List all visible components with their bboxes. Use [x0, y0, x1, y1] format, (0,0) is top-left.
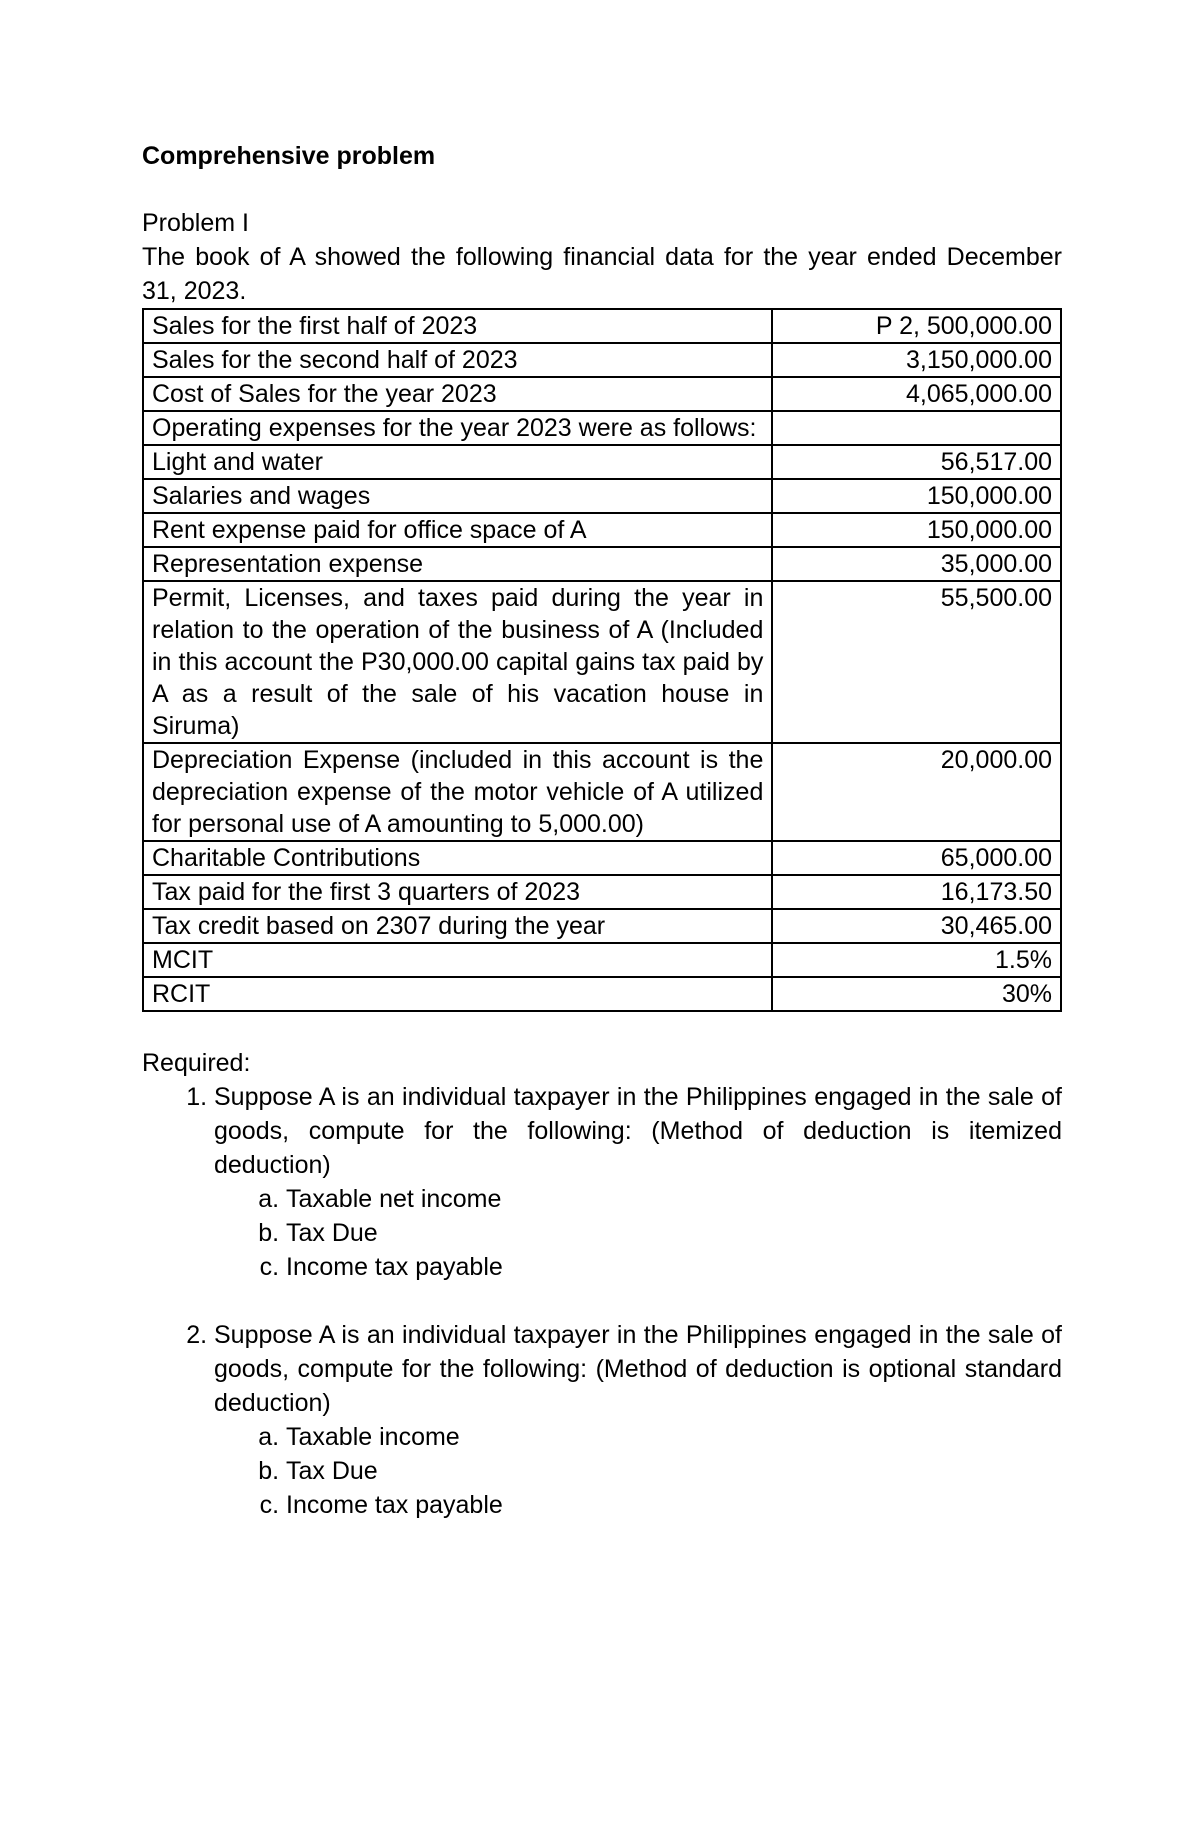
row-amount: 150,000.00 [772, 479, 1061, 513]
table-row [143, 377, 1061, 411]
table-row [143, 581, 1061, 743]
row-amount: 30% [772, 977, 1061, 1011]
row-amount: 4,065,000.00 [772, 377, 1061, 411]
table-row [143, 479, 1061, 513]
requirement-text: Suppose A is an individual taxpayer in the Philippines engaged in the sale of goods, compute for the following: (Method of deduction is itemized deduction) [214, 1083, 1062, 1179]
sub-requirement-item: c. Income tax payable [286, 1250, 1062, 1284]
requirement-item [214, 1080, 1062, 1284]
document-title: Comprehensive problem [142, 142, 436, 170]
problem-intro: The book of A showed the following financial data for the year ended December 31, 2023. [142, 243, 1062, 305]
sub-requirement-item: a. Taxable income [286, 1420, 1062, 1454]
row-description: Light and water [143, 445, 772, 479]
table-row [143, 445, 1061, 479]
row-amount: 30,465.00 [772, 909, 1061, 943]
sub-requirement-item: a. Taxable net income [286, 1182, 1062, 1216]
row-description: Tax paid for the first 3 quarters of 2023 [143, 875, 772, 909]
row-description: Rent expense paid for office space of A [143, 513, 772, 547]
row-amount [772, 411, 1061, 445]
required-label: Required: [142, 1049, 251, 1077]
table-row [143, 909, 1061, 943]
table-row [143, 343, 1061, 377]
requirement-item [214, 1318, 1062, 1522]
row-amount: 16,173.50 [772, 875, 1061, 909]
row-description: Salaries and wages [143, 479, 772, 513]
sub-requirements-list [214, 1182, 1062, 1284]
row-description: Cost of Sales for the year 2023 [143, 377, 772, 411]
row-description: Representation expense [143, 547, 772, 581]
row-amount: 20,000.00 [772, 743, 1061, 841]
row-amount: 3,150,000.00 [772, 343, 1061, 377]
row-description: RCIT [143, 977, 772, 1011]
row-amount: 35,000.00 [772, 547, 1061, 581]
row-amount: 65,000.00 [772, 841, 1061, 875]
row-amount: 56,517.00 [772, 445, 1061, 479]
table-row [143, 943, 1061, 977]
requirement-text: Suppose A is an individual taxpayer in the Philippines engaged in the sale of goods, compute for the following: (Method of deduction is optional standard deduction) [214, 1321, 1062, 1417]
row-description: Charitable Contributions [143, 841, 772, 875]
requirements-list [142, 1080, 1062, 1522]
row-amount: 1.5% [772, 943, 1061, 977]
row-description: Sales for the first half of 2023 [143, 309, 772, 343]
table-row [143, 977, 1061, 1011]
sub-requirement-item: c. Income tax payable [286, 1488, 1062, 1522]
row-description: Permit, Licenses, and taxes paid during the year in relation to the operation of the business of A (Included in this account the P30,000.00 capital gains tax paid by A as a result of the sale of his vacation house in Siruma) [143, 581, 772, 743]
row-description: MCIT [143, 943, 772, 977]
document-page [142, 138, 1062, 1522]
row-description: Sales for the second half of 2023 [143, 343, 772, 377]
table-row [143, 309, 1061, 343]
row-amount: P 2, 500,000.00 [772, 309, 1061, 343]
table-row [143, 875, 1061, 909]
sub-requirements-list [214, 1420, 1062, 1522]
table-row [143, 547, 1061, 581]
sub-requirement-item: b. Tax Due [286, 1454, 1062, 1488]
row-amount: 150,000.00 [772, 513, 1061, 547]
table-row [143, 841, 1061, 875]
table-row [143, 743, 1061, 841]
row-description: Tax credit based on 2307 during the year [143, 909, 772, 943]
row-description: Depreciation Expense (included in this account is the depreciation expense of the motor vehicle of A utilized for personal use of A amounting to 5,000.00) [143, 743, 772, 841]
problem-label: Problem I [142, 209, 249, 237]
table-row [143, 411, 1061, 445]
row-description: Operating expenses for the year 2023 were as follows: [143, 411, 772, 445]
row-amount: 55,500.00 [772, 581, 1061, 743]
table-row [143, 513, 1061, 547]
financial-data-table [142, 308, 1062, 1012]
sub-requirement-item: b. Tax Due [286, 1216, 1062, 1250]
